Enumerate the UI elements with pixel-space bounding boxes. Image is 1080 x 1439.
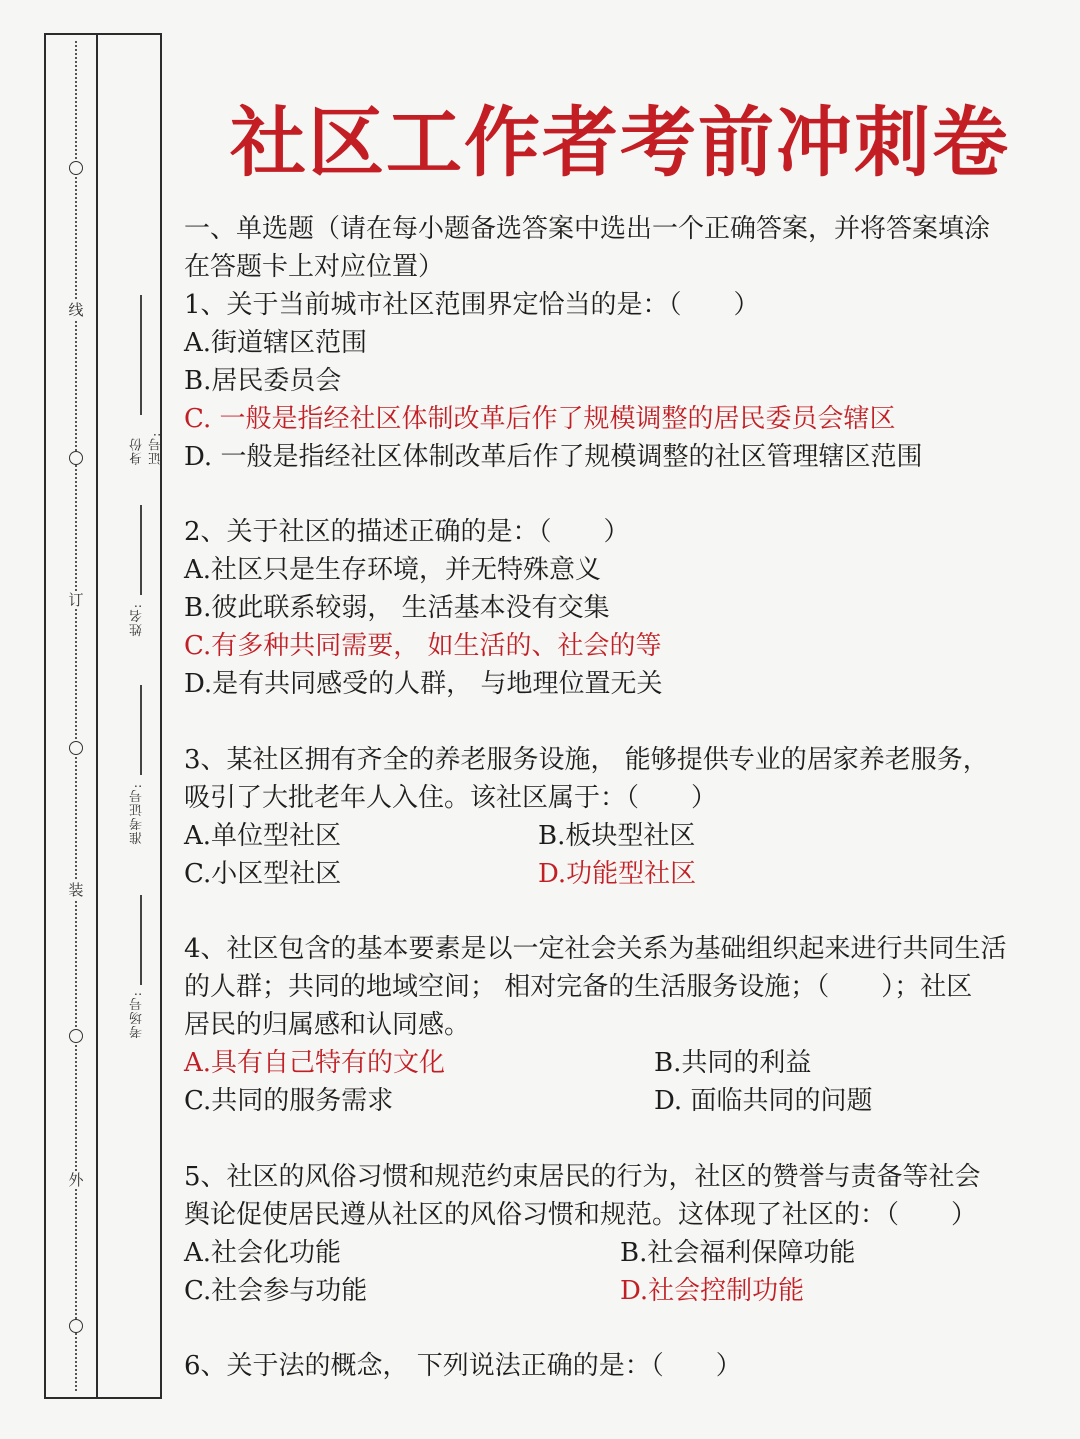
question-4-option-b: B.共同的利益 [654,1048,812,1078]
question-4-option-a-answer: A.具有自己特有的文化 [184,1048,446,1078]
question-4-option-d: D. 面临共同的问题 [654,1086,873,1116]
page-title: 社区工作者考前冲刺卷 [230,98,1010,187]
question-3-option-d-answer: D.功能型社区 [538,859,697,889]
question-2-option-c-answer: C.有多种共同需要， 如生活的、社会的等 [184,631,662,661]
id-number-field [108,295,164,465]
question-2-option-a: A.社区只是生存环境，并无特殊意义 [184,555,602,585]
binding-hole-icon [69,1029,83,1043]
question-2-option-b: B.彼此联系较弱， 生活基本没有交集 [184,593,610,623]
question-4-stem-line3: 居民的归属感和认同感。 [184,1010,471,1040]
question-5-stem-line2: 舆论促使居民遵从社区的风俗习惯和规范。这体现了社区的：（ ） [184,1200,978,1230]
binding-hole-icon [69,1319,83,1333]
binding-mark-ding: 订 [68,591,84,609]
name-label: 姓名: [130,603,145,637]
exam-room-field [108,895,154,1055]
exam-room-label: 考场号: [130,991,145,1039]
admission-number-line [140,685,142,775]
binding-hole-icon [69,451,83,465]
binding-mark-zhuang: 装 [68,881,84,899]
question-4-stem-line1: 4、社区包含的基本要素是以一定社会关系为基础组织起来进行共同生活 [184,934,1007,964]
binding-hole-icon [69,741,83,755]
binding-mark-xian: 线 [68,301,84,319]
binding-hole-icon [69,161,83,175]
binding-divider [96,35,98,1397]
question-3-stem-line1: 3、某社区拥有齐全的养老服务设施， 能够提供专业的居家养老服务， [184,745,989,775]
question-1-option-d: D. 一般是指经社区体制改革后作了规模调整的社区管理辖区范围 [184,442,923,472]
exam-room-line [140,895,142,985]
question-1-option-b: B.居民委员会 [184,366,342,396]
question-4-stem-line2: 的人群；共同的地域空间； 相对完备的生活服务设施；（ ）；社区 [184,972,973,1002]
id-number-line [140,295,142,415]
id-number-label: 身份证号: [130,431,164,465]
question-3-stem-line2: 吸引了大批老年人入住。该社区属于：（ ） [184,783,718,813]
name-field [108,505,154,645]
section-heading-line1: 一、单选题（请在每小题备选答案中选出一个正确答案，并将答案填涂 [184,214,991,244]
admission-number-label: 准考证号: [130,783,145,845]
question-3-option-a: A.单位型社区 [184,821,342,851]
question-5-stem-line1: 5、社区的风俗习惯和规范约束居民的行为，社区的赞誉与责备等社会 [184,1162,981,1192]
admission-number-field [108,685,154,855]
question-2-stem: 2、关于社区的描述正确的是：（ ） [184,517,630,547]
binding-margin [44,33,162,1399]
question-3-option-c: C.小区型社区 [184,859,342,889]
question-4-option-c: C.共同的服务需求 [184,1086,394,1116]
question-1-option-a: A.街道辖区范围 [184,328,368,358]
question-3-option-b: B.板块型社区 [538,821,696,851]
question-5-option-b: B.社会福利保障功能 [620,1238,856,1268]
question-1-option-c-answer: C. 一般是指经社区体制改革后作了规模调整的居民委员会辖区 [184,404,896,434]
binding-mark-wai: 外 [68,1171,84,1189]
question-5-option-a: A.社会化功能 [184,1238,342,1268]
question-1-stem: 1、关于当前城市社区范围界定恰当的是：（ ） [184,290,760,320]
question-5-option-c: C.社会参与功能 [184,1276,368,1306]
section-heading-line2: 在答题卡上对应位置） [184,252,445,282]
question-5-option-d-answer: D.社会控制功能 [620,1276,805,1306]
question-6-stem: 6、关于法的概念， 下列说法正确的是：（ ） [184,1351,742,1381]
question-2-option-d: D.是有共同感受的人群， 与地理位置无关 [184,669,663,699]
name-line [140,505,142,595]
